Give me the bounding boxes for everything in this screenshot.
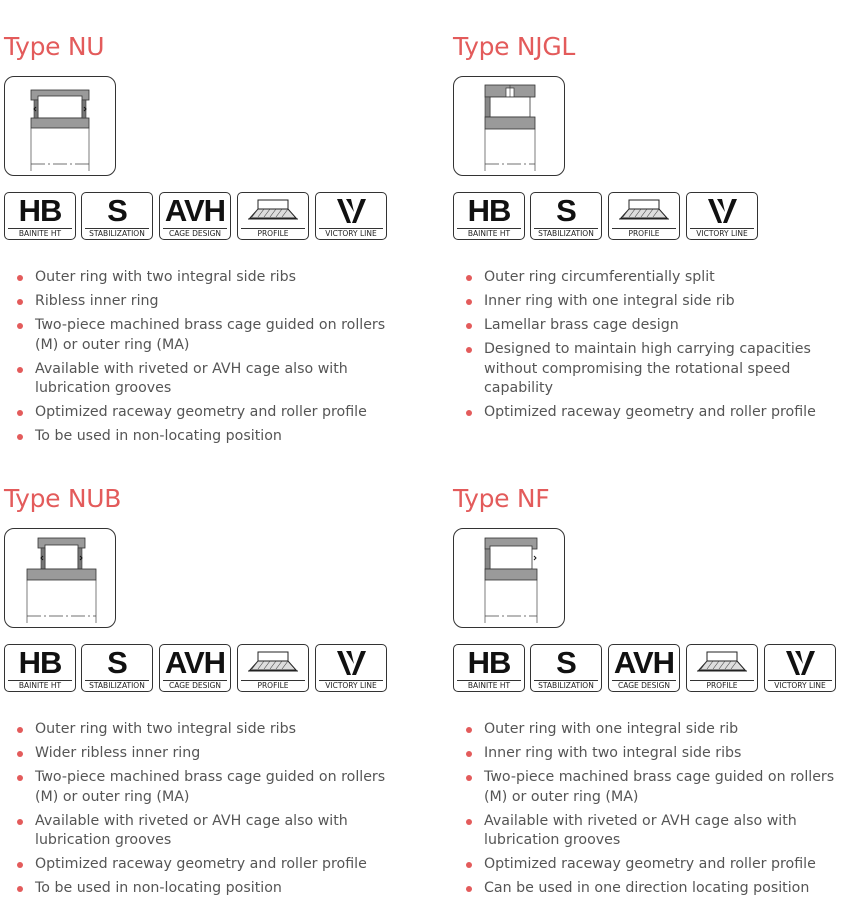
list-item: Wider ribless inner ring: [4, 744, 424, 764]
victory-line-badge: VICTORY LINE: [315, 192, 387, 240]
profile-badge: PROFILE: [686, 644, 758, 692]
feature-list: [453, 720, 848, 903]
list-item: Optimized raceway geometry and roller profile: [453, 855, 848, 875]
list-item: Designed to maintain high carrying capacities without compromising the rotational speed capability: [453, 340, 844, 399]
profile-badge: PROFILE: [237, 644, 309, 692]
list-item: Optimized raceway geometry and roller profile: [453, 403, 854, 423]
victory-line-icon: [316, 648, 386, 678]
list-item: Can be used in one direction locating position: [453, 879, 848, 899]
s-badge: S STABILIZATION: [81, 192, 153, 240]
avh-badge: AVH CAGE DESIGN: [159, 192, 231, 240]
list-item: Available with riveted or AVH cage also with lubrication grooves: [4, 812, 385, 851]
victory-line-icon: [765, 648, 835, 678]
section-title: Type NJGL: [453, 32, 576, 61]
profile-icon: [238, 196, 308, 226]
list-item: Available with riveted or AVH cage also with lubrication grooves: [453, 812, 834, 851]
section-title: Type NUB: [4, 484, 122, 513]
list-item: To be used in non-locating position: [4, 879, 424, 899]
list-item: Optimized raceway geometry and roller profile: [4, 855, 424, 875]
hb-badge: HB BAINITE HT: [453, 192, 525, 240]
list-item: Outer ring circumferentially split: [453, 268, 854, 288]
bearing-diagram-nu: [4, 76, 116, 176]
s-badge: S STABILIZATION: [530, 644, 602, 692]
victory-line-badge: VICTORY LINE: [315, 644, 387, 692]
section-title: Type NU: [4, 32, 105, 61]
bearing-diagram-njgl: [453, 76, 565, 176]
list-item: Optimized raceway geometry and roller profile: [4, 403, 424, 423]
victory-line-badge: VICTORY LINE: [764, 644, 836, 692]
section-title: Type NF: [453, 484, 550, 513]
list-item: Two-piece machined brass cage guided on rollers (M) or outer ring (MA): [453, 768, 854, 807]
profile-badge: PROFILE: [237, 192, 309, 240]
hb-badge: HB BAINITE HT: [4, 644, 76, 692]
profile-badge: PROFILE: [608, 192, 680, 240]
list-item: Lamellar brass cage design: [453, 316, 854, 336]
bearing-diagram-nub: [4, 528, 116, 628]
list-item: Ribless inner ring: [4, 292, 424, 312]
list-item: Inner ring with two integral side ribs: [453, 744, 848, 764]
list-item: Two-piece machined brass cage guided on rollers (M) or outer ring (MA): [4, 768, 405, 807]
list-item: Inner ring with one integral side rib: [453, 292, 854, 312]
victory-line-badge: VICTORY LINE: [686, 192, 758, 240]
profile-icon: [609, 196, 679, 226]
profile-icon: [687, 648, 757, 678]
victory-line-icon: [687, 196, 757, 226]
list-item: Available with riveted or AVH cage also with lubrication grooves: [4, 360, 385, 399]
feature-list: [453, 268, 854, 427]
avh-badge: AVH CAGE DESIGN: [608, 644, 680, 692]
list-item: Outer ring with two integral side ribs: [4, 268, 424, 288]
feature-list: [4, 268, 424, 451]
profile-icon: [238, 648, 308, 678]
hb-badge: HB BAINITE HT: [453, 644, 525, 692]
victory-line-icon: [316, 196, 386, 226]
list-item: Two-piece machined brass cage guided on rollers (M) or outer ring (MA): [4, 316, 405, 355]
list-item: Outer ring with two integral side ribs: [4, 720, 424, 740]
list-item: Outer ring with one integral side rib: [453, 720, 848, 740]
list-item: To be used in non-locating position: [4, 427, 424, 447]
avh-badge: AVH CAGE DESIGN: [159, 644, 231, 692]
bearing-diagram-nf: [453, 528, 565, 628]
hb-badge: HB BAINITE HT: [4, 192, 76, 240]
s-badge: S STABILIZATION: [81, 644, 153, 692]
s-badge: S STABILIZATION: [530, 192, 602, 240]
feature-list: [4, 720, 424, 903]
